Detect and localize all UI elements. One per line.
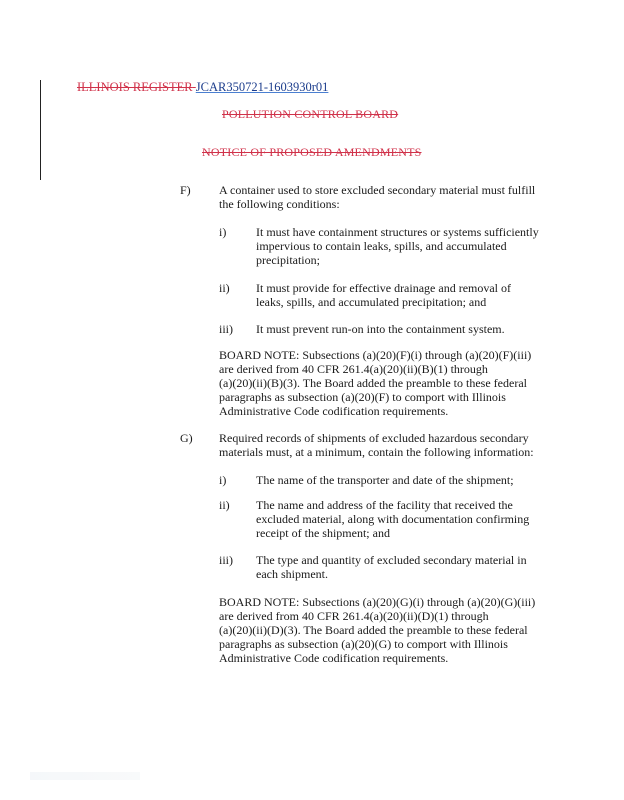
note-line: (a)(20)(ii)(D)(3). The Board added the preamble to these federal (219, 623, 528, 637)
register-header (77, 80, 328, 95)
section-g-text: Required records of shipments of excluded hazardous secondary materials must, at a minimum, contain the following information: (219, 431, 534, 459)
section-g-label: G) (180, 431, 193, 445)
note-line: paragraphs as subsection (a)(20)(G) to comport with Illinois (219, 637, 508, 651)
register-deleted-text: ILLINOIS REGISTER (77, 80, 193, 94)
note-line: (a)(20)(ii)(B)(3). The Board added the preamble to these federal (219, 376, 527, 390)
note-line: BOARD NOTE: Subsections (a)(20)(G)(i) through (a)(20)(G)(iii) (219, 595, 536, 609)
change-bar (40, 80, 41, 180)
section-f-item-i-text: It must have containment structures or systems sufficiently impervious to contain leaks, spills, and accumulated precipitation; (256, 225, 539, 267)
note-line: Administrative Code codification requirements. (219, 404, 449, 418)
section-g-item-ii-text: The name and address of the facility that received the excluded material, along with documentation confirming receipt of the shipment; and (256, 498, 530, 540)
section-f-label: F) (180, 183, 191, 197)
note-line: are derived from 40 CFR 261.4(a)(20)(ii)(B)(1) through (219, 362, 488, 376)
note-line: Administrative Code codification requirements. (219, 651, 449, 665)
section-f-item-ii-text: It must provide for effective drainage and removal of leaks, spills, and accumulated precipitation; and (256, 281, 512, 309)
register-inserted-text: JCAR350721-1603930r01 (195, 80, 329, 94)
section-f-item-i-num: i) (219, 225, 227, 239)
section-f-text: A container used to store excluded secondary material must fulfill the following conditions: (219, 183, 536, 211)
section-g-item-i-num: i) (219, 473, 227, 487)
section-g-board-note (219, 595, 559, 665)
section-f-item-iii-num: iii) (219, 322, 233, 336)
section-g-item-iii-text: The type and quantity of excluded secondary material in each shipment. (256, 553, 527, 581)
note-line: BOARD NOTE: Subsections (a)(20)(F)(i) through (a)(20)(F)(iii) (219, 348, 532, 362)
board-title: POLLUTION CONTROL BOARD (222, 107, 399, 121)
note-line: paragraphs as subsection (a)(20)(F) to comport with Illinois (219, 390, 506, 404)
section-f-board-note (219, 348, 559, 418)
section-g-item-iii-num: iii) (219, 553, 233, 567)
section-f-item-iii-text: It must prevent run-on into the containment system. (256, 322, 505, 336)
section-g-item-i-text: The name of the transporter and date of the shipment; (256, 473, 514, 487)
note-line: are derived from 40 CFR 261.4(a)(20)(ii)(D)(1) through (219, 609, 489, 623)
section-g-item-ii-num: ii) (219, 498, 230, 512)
notice-title: NOTICE OF PROPOSED AMENDMENTS (202, 145, 422, 159)
section-f-item-ii-num: ii) (219, 281, 230, 295)
faded-footer-mark (30, 772, 140, 780)
